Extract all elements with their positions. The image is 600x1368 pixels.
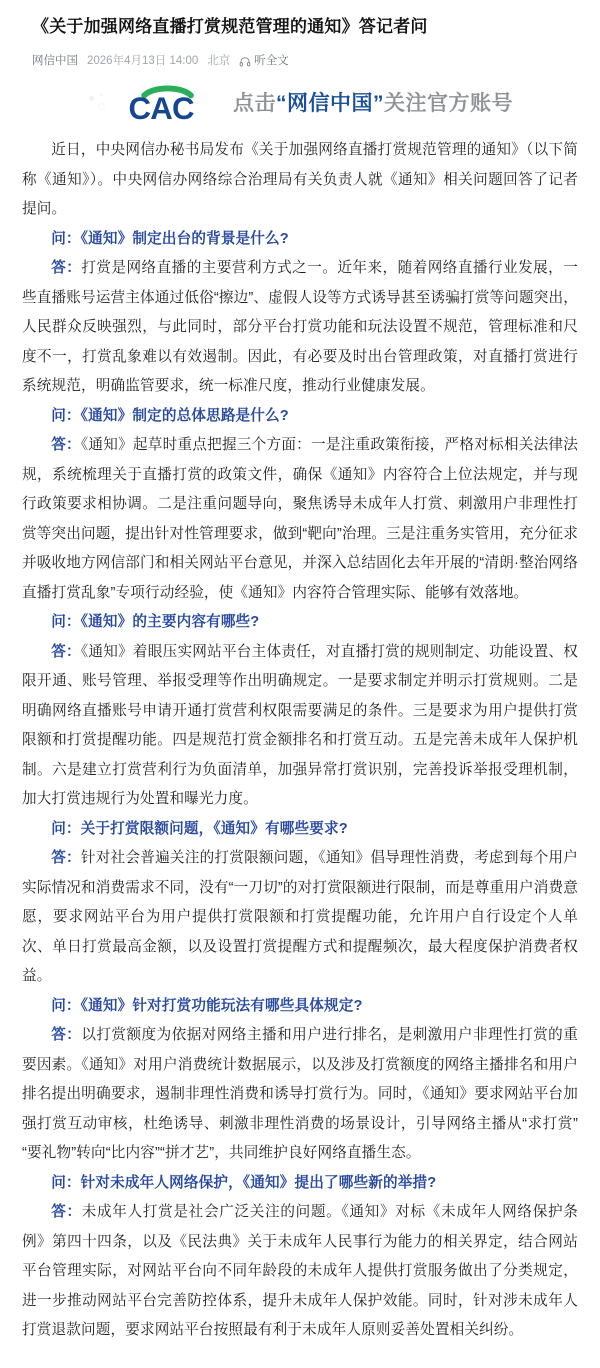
answer-text: 打赏是网络直播的主要营利方式之一。近年来，随着网络直播行业发展，一些直播账号运营主体通过低俗“擦边”、虚假人设等方式诱导甚至诱骗打赏等问题突出，人民群众反映强烈，与此同时，部分平台打赏功能和玩法设置不规范，管理标准和尺度不一，打赏乱象难以有效遏制。因此，有必要及时出台管理政策，对直播打赏进行系统规范，明确监管要求，统一标准尺度，推动行业健康发展。 bbox=[22, 260, 578, 394]
answer-label: 答： bbox=[51, 1027, 82, 1043]
listen-full-text-button[interactable] bbox=[239, 53, 289, 69]
answer-text: 《通知》起草时重点把握三个方面：一是注重政策衔接，严格对标相关法律法规，系统梳理关于直播打赏的政策文件，确保《通知》内容符合上位法规定，并与现行政策要求相协调。二是注重问题导向，聚焦诱导未成年人打赏、刺激用户非理性打赏等突出问题，提出针对性管理要求，做到“靶向”治理。三是注重务实管用，充分征求并吸收地方网信部门和相关网站平台意见，并深入总结固化去年开展的“清朗·整治网络直播打赏乱象”专项行动经验，使《通知》内容符合管理实际、能够有效落地。 bbox=[22, 437, 578, 601]
banner-text-before: 点击 bbox=[233, 92, 276, 115]
headphone-icon bbox=[239, 56, 251, 68]
banner-text-highlight: “网信中国” bbox=[276, 92, 384, 115]
article-body bbox=[0, 130, 600, 1368]
answer-2 bbox=[22, 431, 578, 608]
answer-label: 答： bbox=[51, 1204, 82, 1220]
answer-label: 答： bbox=[51, 437, 81, 453]
answer-text: 《通知》着眼压实网站平台主体责任，对直播打赏的规则制定、功能设置、权限开通、账号管理、举报受理等作出明确规定。一是要求制定并明示打赏规则。二是明确网络直播账号申请开通打赏营利权限需要满足的条件。三是要求为用户提供打赏限额和打赏提醒功能。四是规范打赏金额排名和打赏互动。五是完善未成年人保护机制。六是建立打赏营利行为负面清单，加强异常打赏识别，完善投诉举报受理机制，加大打赏违规行为处置和曝光力度。 bbox=[22, 643, 578, 807]
answer-4 bbox=[22, 844, 578, 992]
question-6: 问：针对未成年人网络保护，《通知》提出了哪些新的举措? bbox=[51, 1174, 437, 1191]
answer-text: 未成年人打赏是社会广泛关注的问题。《通知》对标《未成年人网络保护条例》第四十四条，以及《民法典》关于未成年人民事行为能力的相关界定，结合网站平台管理实际，对网站平台向不同年龄段的未成年人提供打赏服务做出了分类规定，进一步推动网站平台完善防控体系，提升未成年人保护效能。同时，针对涉未成年人打赏退款问题，要求网站平台按照最有利于未成年人原则妥善处置相关纠纷。 bbox=[22, 1204, 578, 1338]
question-4: 问：关于打赏限额问题，《通知》有哪些要求? bbox=[51, 820, 348, 837]
question-2: 问：《通知》制定的总体思路是什么? bbox=[51, 407, 289, 424]
answer-5 bbox=[22, 1021, 578, 1169]
banner-text bbox=[233, 89, 513, 119]
answer-6 bbox=[22, 1198, 578, 1346]
meta-source[interactable]: 网信中国 bbox=[32, 55, 78, 67]
answer-3 bbox=[22, 638, 578, 815]
meta-location: 北京 bbox=[207, 55, 231, 67]
page-title: 《关于加强网络直播打赏规范管理的通知》答记者问 bbox=[32, 17, 428, 36]
banner-decoration bbox=[87, 91, 113, 117]
svg-text:CAC: CAC bbox=[128, 90, 194, 124]
answer-text: 以打赏额度为依据对网络主播和用户进行排名，是刺激用户非理性打赏的重要因素。《通知》对用户消费统计数据展示，以及涉及打赏额度的网络主播排名和用户排名提出明确要求，遏制非理性消费和诱导打赏行为。同时，《通知》要求网站平台加强打赏互动审核，杜绝诱导、刺激非理性消费的场景设计，引导网络主播从“求打赏”“要礼物”转向“比内容”“拼才艺”，共同维护良好网络直播生态。 bbox=[22, 1027, 578, 1161]
answer-label: 答： bbox=[51, 260, 82, 276]
answer-1 bbox=[22, 254, 578, 402]
answer-text: 针对社会普遍关注的打赏限额问题，《通知》倡导理性消费，考虑到每个用户实际情况和消费需求不同，没有“一刀切”的对打赏限额进行限制，而是尊重用户消费意愿，要求网站平台为用户提供打赏限额和打赏提醒功能，允许用户自行设定个人单次、单日打赏最高金额，以及设置打赏提醒方式和提醒频次，最大程度保护消费者权益。 bbox=[22, 850, 578, 984]
article-header bbox=[0, 0, 600, 69]
listen-full-text-label: 听全文 bbox=[254, 55, 289, 67]
meta-date: 2026年4月13日 14:00 bbox=[87, 55, 199, 67]
question-3: 问：《通知》的主要内容有哪些? bbox=[51, 614, 260, 630]
intro-paragraph: 近日，中央网信办秘书局发布《关于加强网络直播打赏规范管理的通知》（以下简称《通知》）。中央网信办网络综合治理局有关负责人就《通知》相关问题回答了记者提问。 bbox=[22, 142, 578, 217]
question-5: 问：《通知》针对打赏功能玩法有哪些具体规定? bbox=[51, 997, 363, 1014]
banner-text-after: 关注官方账号 bbox=[384, 92, 513, 115]
article-meta bbox=[32, 53, 578, 69]
cac-follow-banner[interactable] bbox=[0, 81, 600, 130]
answer-label: 答： bbox=[51, 643, 81, 660]
cac-logo bbox=[127, 84, 219, 124]
question-1: 问：《通知》制定出台的背景是什么? bbox=[51, 230, 289, 247]
answer-label: 答： bbox=[51, 850, 81, 866]
